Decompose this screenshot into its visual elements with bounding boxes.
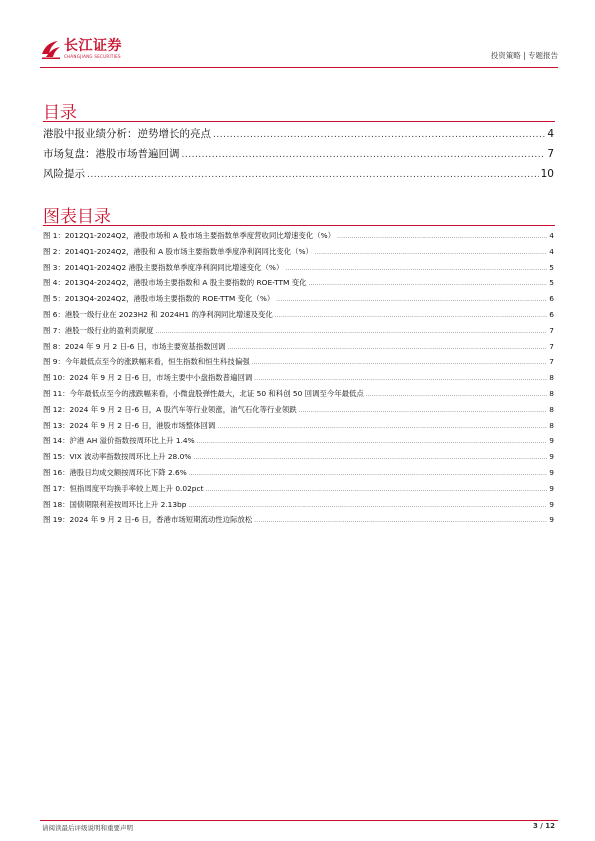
figure-entry[interactable] [43,514,554,530]
toc-entry-label: 市场复盘：港股市场普遍回调 [43,148,180,160]
figure-entry-label: 图 6：港股一级行业在 2023H2 和 2024H1 的净利润同比增速及变化 [43,309,273,319]
page-header [40,38,558,68]
figure-entry[interactable] [43,420,554,436]
figure-entry-page: 6 [549,309,554,319]
figure-entry[interactable] [43,356,554,372]
figure-entry[interactable] [43,277,554,293]
figure-entry[interactable] [43,435,554,451]
dot-leader [205,487,547,493]
toc-entry-label: 港股中报业绩分析：逆势增长的亮点 [43,128,211,140]
dot-leader [275,313,548,319]
figure-entry-label: 图 19：2024 年 9 月 2 日-6 日，香港市场短期流动性边际放松 [43,515,253,525]
figure-entry-page: 8 [549,404,554,414]
figure-entry[interactable] [43,309,554,325]
dot-leader [189,471,548,477]
dot-leader [309,281,548,287]
figure-entry-label: 图 8：2024 年 9 月 2 日-6 日，市场主要宽基指数回调 [43,341,226,351]
report-category: 投资策略 | 专题报告 [490,51,558,60]
dot-leader [366,392,547,398]
logo-chinese-name: 长江证券 [64,38,122,54]
figure-entry-label: 图 14：沪港 AH 溢价指数按周环比上升 1.4% [43,436,195,446]
dot-leader [285,266,547,272]
footer-divider [40,820,558,821]
figure-entry-page: 9 [549,436,554,446]
toc-entry-page: 10 [540,168,554,180]
figure-entry[interactable] [43,388,554,404]
figure-entry-page: 8 [549,420,554,430]
figure-entry-page: 9 [549,467,554,477]
dot-leader [299,408,548,414]
dot-leader [252,360,548,366]
figure-entry-page: 7 [549,341,554,351]
figure-entry-page: 5 [549,278,554,288]
toc-entry-label: 风险提示 [43,168,85,180]
figure-entry[interactable] [43,483,554,499]
dot-leader [188,503,547,509]
dot-leader [227,345,547,351]
figures-toc-title-divider [43,225,555,226]
figure-entry-page: 8 [549,373,554,383]
figure-entry[interactable] [43,372,554,388]
figure-entry-label: 图 4：2013Q4-2024Q2，港股市场主要指数和 A 股主要指数的 ROE-TTM 变化 [43,278,307,288]
figure-entry[interactable] [43,404,554,420]
figure-entry-page: 9 [549,499,554,509]
figure-entry[interactable] [43,230,554,246]
figure-entry-label: 图 11：今年最低点至今的涨跌幅来看，小微盘股弹性最大，北证 50 和科创 50 回调至今年最低点 [43,388,364,398]
figure-entry-label: 图 15：VIX 波动率指数按周环比上升 28.0% [43,452,192,462]
figure-entry[interactable] [43,325,554,341]
figure-entry-page: 7 [549,325,554,335]
figure-entry-page: 6 [549,294,554,304]
dot-leader [315,250,547,256]
figures-toc-list [43,230,554,530]
figure-entry-label: 图 3：2014Q1-2024Q2 港股主要指数单季度净利润同比增速变化（%） [43,262,284,272]
figure-entry-page: 4 [549,231,554,240]
dot-leader [217,424,547,430]
dot-leader [337,234,547,240]
toc-entry-page: 4 [547,128,554,140]
dot-leader [87,170,539,180]
dot-leader [156,329,548,335]
figure-entry-page: 4 [549,246,554,256]
figure-entry[interactable] [43,341,554,357]
figure-entry-label: 图 13：2024 年 9 月 2 日-6 日，港股市场整体回调 [43,420,216,430]
footer-disclaimer: 请阅读最后评级说明和重要声明 [42,824,133,832]
toc-title: 目录 [43,103,77,123]
toc-title-divider [43,121,555,122]
figure-entry-label: 图 5：2013Q4-2024Q2，港股市场主要指数的 ROE-TTM 变化（%） [43,294,275,304]
figure-entry-label: 图 1：2012Q1-2024Q2，港股市场和 A 股市场主要指数单季度营收同比增速变化（%） [43,231,336,240]
figure-entry[interactable] [43,451,554,467]
figure-entry-label: 图 7：港股一级行业的盈利贡献度 [43,325,154,335]
figure-entry-page: 9 [549,515,554,525]
figure-entry-page: 9 [549,452,554,462]
dot-leader [197,439,548,445]
dot-leader [276,297,547,303]
figure-entry[interactable] [43,293,554,309]
figure-entry[interactable] [43,262,554,278]
figure-entry-label: 图 2：2014Q1-2024Q2，港股和 A 股市场主要指数单季度净利润同比变化（%） [43,246,313,256]
figure-entry-label: 图 18：国债期限利差按周环比上升 2.13bp [43,499,187,509]
figures-toc-title: 图表目录 [43,207,111,227]
figure-entry[interactable] [43,246,554,262]
dot-leader [182,150,546,160]
dot-leader [254,518,547,524]
header-divider [40,67,558,68]
figure-entry-page: 7 [549,357,554,367]
figure-entry-label: 图 10：2024 年 9 月 2 日-6 日，市场主要中小盘指数普遍回调 [43,373,253,383]
page-number: 3 / 12 [532,822,555,830]
figure-entry[interactable] [43,499,554,515]
logo-emblem-icon [40,38,62,60]
figure-entry[interactable] [43,467,554,483]
dot-leader [254,376,547,382]
figure-entry-label: 图 17：恒指周度平均换手率较上周上升 0.02pct [43,483,204,493]
figure-entry-label: 图 9：今年最低点至今的涨跌幅来看，恒生指数和恒生科技偏强 [43,357,250,367]
figure-entry-page: 9 [549,483,554,493]
figure-entry-label: 图 16：港股日均成交额按周环比下降 2.6% [43,467,187,477]
dot-leader [193,455,547,461]
toc-entry[interactable] [43,146,554,166]
brand-logo [40,38,122,66]
figure-entry-page: 8 [549,388,554,398]
toc-entry-page: 7 [547,148,554,160]
toc-list [43,126,554,186]
figure-entry-page: 5 [549,262,554,272]
toc-entry[interactable] [43,126,554,146]
figure-entry-label: 图 12：2024 年 9 月 2 日-6 日，A 股汽车等行业领涨，油气石化等行业领跌 [43,404,297,414]
logo-english-name: CHANGJIANG SECURITIES [64,54,121,59]
dot-leader [213,130,545,140]
toc-entry[interactable] [43,166,554,186]
